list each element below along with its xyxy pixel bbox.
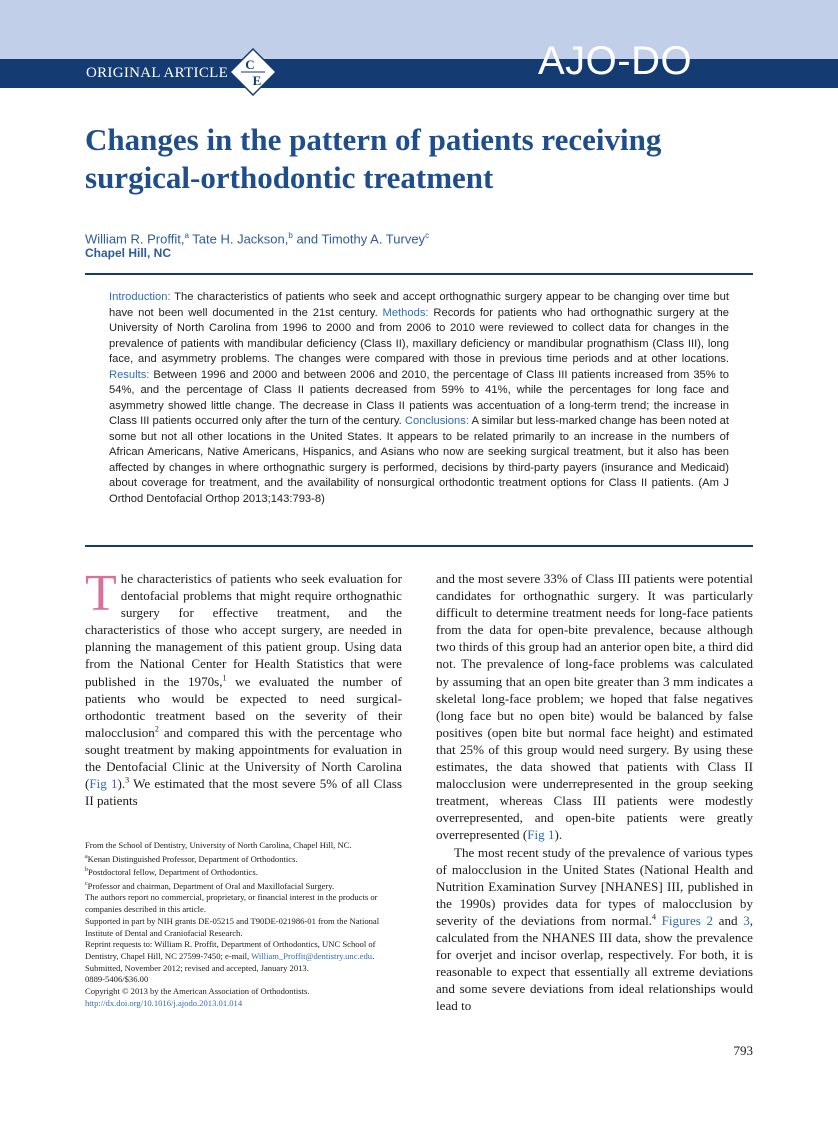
author-affiliation-mark: a bbox=[184, 231, 189, 240]
footnote-reprint bbox=[85, 939, 402, 962]
author-affiliation-mark: b bbox=[288, 231, 293, 240]
body-text: and the most severe 33% of Class III patients were potential candidates for orthognathic surgery. It was particularly difficult to determine treatment needs for long-face patients from the data for open-bite prevalence, because although two thirds of this group had an anterior open bite, a third did not. The prevalence of long-face problems was calculated by assuming that an open bite greater than 3 mm indicates a skeletal long-face problem; we hoped that false negatives (long face but no open bite) would be balanced by false positives (open bite but normal face height) and estimated that 25% of this group would need surgery. By using these estimates, the data showed that patients with Class II malocclusion were underrepresented in the group seeking treatment, whereas Class III patients were modestly overrepresented, and open-bite patients were greatly overrepresented ( bbox=[436, 571, 753, 843]
footnote-author-a bbox=[85, 852, 402, 866]
citation-ref[interactable]: 2 bbox=[154, 724, 159, 734]
footnote-affiliation: From the School of Dentistry, University of North Carolina, Chapel Hill, NC. bbox=[85, 840, 352, 850]
figure-link[interactable]: Fig 1 bbox=[89, 776, 118, 792]
footnote-text: Professor and chairman, Department of Oral and Maxillofacial Surgery. bbox=[87, 880, 335, 891]
footnote-support: Supported in part by NIH grants DE-05215 and T90DE-021986-01 from the National Institute of Dental and Craniofacial Research. bbox=[85, 915, 380, 938]
page-number: 793 bbox=[733, 1043, 753, 1058]
citation-ref[interactable]: 1 bbox=[222, 673, 227, 683]
figure-link[interactable]: Fig 1 bbox=[527, 827, 555, 843]
abstract-conclusions-label: Conclusions: bbox=[404, 415, 469, 427]
drop-cap: T bbox=[85, 565, 117, 622]
footnote-text: Reprint requests to: William R. Proffit, Department of Orthodontics, UNC School of Dentistry, Chapel Hill, NC 27599-7450; e-mail, bbox=[85, 939, 376, 961]
footnote-issn: 0889-5406/$36.00 bbox=[85, 974, 149, 985]
abstract bbox=[109, 290, 729, 507]
header-top-band bbox=[0, 0, 838, 59]
journal-logo: AJO-DO bbox=[538, 39, 693, 83]
footnote-submitted: Submitted, November 2012; revised and accepted, January 2013. bbox=[85, 962, 309, 973]
author-name: William R. Proffit, bbox=[85, 231, 185, 247]
author-list bbox=[85, 227, 765, 248]
article-title: Changes in the pattern of patients receiving surgical-orthodontic treatment bbox=[85, 122, 662, 195]
abstract-results-text: Between 1996 and 2000 and between 2006 and 2010, the percentage of Class III patients increased from 35% to 54%, and the percentage of Class II patients decreased from 59% to 41%, while the percentages for long face and asymmetry showed little change. The decrease in Class II patients was accentuation of a long-term trend; the increase in Class III patients occurred only after the turn of the century. bbox=[109, 368, 729, 427]
body-column-left bbox=[85, 565, 402, 809]
citation-ref[interactable]: 4 bbox=[652, 912, 657, 922]
abstract-introduction-text: The characteristics of patients who seek and accept orthognathic surgery appear to be changing over time but have not been well documented in the 21st century. bbox=[109, 291, 729, 319]
footnote-text: Postdoctoral fellow, Department of Orthodontics. bbox=[88, 867, 258, 878]
citation-ref[interactable]: 3 bbox=[125, 775, 130, 785]
article-type-label: ORIGINAL ARTICLE bbox=[86, 65, 229, 81]
abstract-conclusions-text: A similar but less-marked change has been noted at some but not all other locations in the United States. It appears to be related primarily to an increase in the numbers of African Americans, Native Americans, Hispanics, and Asians who now are seeking surgical treatment, but it also has been affected by changes in where orthognathic surgery is performed, decisions by third-party payers (insurance and Medicaid) about coverage for treatment, and the availability of nonsurgical orthodontic treatment options for Class II patients. (Am J Orthod Dentofacial Orthop 2013;143:793-8) bbox=[109, 415, 729, 505]
body-paragraph bbox=[436, 844, 753, 1015]
author-affiliation-mark: c bbox=[425, 231, 430, 240]
body-paragraph bbox=[436, 570, 753, 844]
ce-badge-icon bbox=[229, 48, 277, 96]
doi-link[interactable]: http://dx.doi.org/10.1016/j.ajodo.2013.01.014 bbox=[85, 997, 243, 1008]
footnote-text: Kenan Distinguished Professor, Department of Orthodontics. bbox=[87, 853, 298, 864]
body-text: , calculated from the NHANES III data, show the prevalence for overjet and incisor overlap, respectively. For both, it is reasonable to expect that essentially all extreme deviations and some severe deviations from ideal relationships would lead to bbox=[436, 912, 754, 1014]
body-text: he characteristics of patients who seek evaluation for dentofacial problems that might require orthognathic surgery for effective treatment, and the characteristics of those who accept surgery, are needed in planning the management of this patient group. Using data from the National Center for Health Statistics that were published in the 1970s, bbox=[85, 571, 402, 689]
body-text: ). bbox=[554, 827, 563, 843]
body-column-right bbox=[436, 570, 753, 1014]
footnote-copyright: Copyright © 2013 by the American Association of Orthodontists. bbox=[85, 986, 310, 997]
body-text: we evaluated the number of patients who would be expected to need surgical-orthodontic treatment based on the severity of their malocclusion bbox=[85, 673, 402, 740]
body-text: ). bbox=[117, 776, 126, 792]
ce-badge-top-letter: C bbox=[245, 57, 255, 72]
author-name: and Timothy A. Turvey bbox=[292, 231, 426, 247]
ce-badge-bottom-letter: E bbox=[252, 73, 262, 88]
footnote-mark: c bbox=[85, 880, 88, 887]
abstract-results-label: Results: bbox=[109, 368, 150, 381]
body-text: and bbox=[713, 912, 744, 928]
body-text: The most recent study of the prevalence of various types of malocclusion in the United States (National Health and Nutrition Examination Survey [NHANES] III, published in the 1990s) provides data for types of malocclusion by severity of the deviations from normal. bbox=[436, 844, 753, 928]
footnote-text: . bbox=[372, 950, 375, 961]
figure-link[interactable]: 3 bbox=[743, 912, 750, 928]
footnote-author-b bbox=[85, 865, 402, 879]
author-location: Chapel Hill, NC bbox=[85, 246, 172, 260]
email-link[interactable]: William_Proffit@dentistry.unc.edu bbox=[251, 950, 373, 961]
abstract-methods-text: Records for patients who had orthognathic surgery at the University of North Carolina from 1996 to 2000 and from 2006 to 2010 were reviewed to collect data for changes in the prevalence of patients with mandibular deficiency (Class II), maxillary deficiency or mandibular prognathism (Class III), long face, and asymmetry problems. The changes were compared with those in previous time periods and at other locations. bbox=[109, 306, 729, 365]
body-text: We estimated that the most severe 5% of all Class II patients bbox=[85, 776, 402, 809]
abstract-top-rule bbox=[85, 273, 753, 275]
footnote-author-c bbox=[85, 879, 402, 893]
body-text: and compared this with the percentage who sought treatment by making appointments for evaluation in the Dentofacial Clinic at the University of North Carolina ( bbox=[85, 724, 402, 792]
footnote-mark: a bbox=[85, 853, 88, 860]
footnote-mark: b bbox=[85, 867, 88, 874]
figure-link[interactable]: Figures 2 bbox=[661, 912, 714, 928]
abstract-methods-label: Methods: bbox=[382, 306, 429, 319]
footnote-conflict-of-interest: The authors report no commercial, proprietary, or financial interest in the products or companies described in this article. bbox=[85, 892, 378, 915]
abstract-introduction-label: Introduction: bbox=[109, 291, 171, 303]
author-name: Tate H. Jackson, bbox=[188, 231, 289, 247]
body-paragraph bbox=[85, 565, 402, 809]
abstract-bottom-rule bbox=[85, 545, 753, 547]
footnotes bbox=[85, 840, 402, 1009]
